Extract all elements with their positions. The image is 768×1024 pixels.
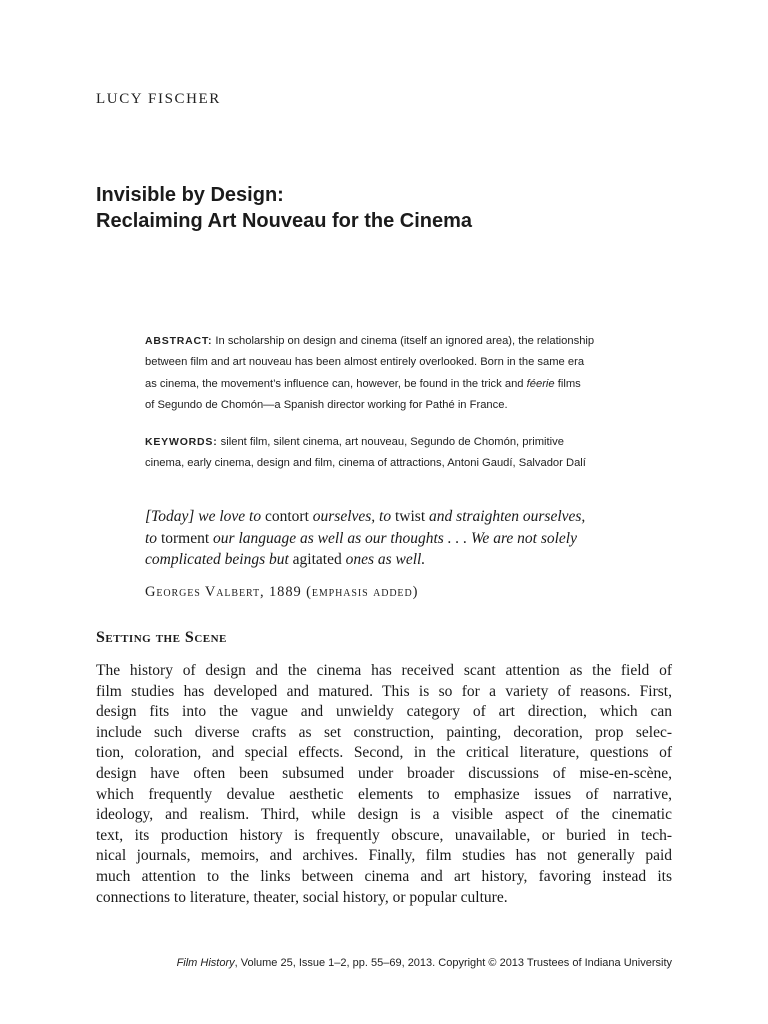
abstract-label: ABSTRACT: (145, 335, 213, 347)
keywords-line (145, 432, 625, 453)
epigraph-italic: our language as well as our thoughts . . . We are not solely (209, 529, 577, 547)
epigraph-italic: ones as well. (341, 551, 426, 568)
citation-details: , Volume 25, Issue 1–2, pp. 55–69, 2013. Copyright © 2013 Trustees of Indiana University (234, 957, 672, 969)
body-line: much attention to the links between cinema and art history, favoring instead its (96, 867, 672, 885)
body-line: include such diverse crafts as set construction, painting, decoration, prop selec- (96, 723, 672, 741)
epigraph-italic: ourselves, to (308, 508, 395, 525)
body-line: design have often been subsumed under broader discussions of mise-en-scène, (96, 764, 672, 782)
abstract-text: films (554, 377, 581, 390)
body-line: connections to literature, theater, social history, or popular culture. (96, 888, 508, 906)
epigraph-italic: complicated beings but (145, 551, 293, 568)
abstract-italic-term: féerie (526, 377, 555, 390)
body-line: tion, coloration, and special effects. Second, in the critical literature, questions of (96, 744, 672, 762)
abstract-line (145, 331, 625, 352)
abstract-text: as cinema, the movement’s influence can, however, be found in the trick and (145, 377, 527, 390)
abstract-block (145, 331, 625, 417)
journal-title: Film History (176, 957, 235, 969)
keywords-label: KEYWORDS: (145, 436, 218, 448)
section-heading: Setting the Scene (96, 629, 227, 646)
keywords-text: silent film, silent cinema, art nouveau, Segundo de Chomón, primitive (217, 436, 564, 448)
body-line: ideology, and realism. Third, while design is a visible aspect of the cinematic (96, 806, 672, 824)
abstract-line: of Segundo de Chomón—a Spanish director working for Pathé in France. (145, 399, 508, 412)
epigraph-attribution: Georges Valbert, 1889 (emphasis added) (145, 584, 419, 600)
title-line-1: Invisible by Design: (96, 184, 284, 206)
epigraph-line (145, 549, 635, 571)
body-line: film studies has developed and matured. This is so for a variety of reasons. First, (96, 682, 672, 700)
body-paragraph (96, 661, 672, 908)
epigraph-italic: [Today] we love to (145, 508, 265, 525)
epigraph-quote (145, 506, 635, 571)
epigraph-line (145, 506, 635, 528)
article-title (96, 182, 472, 234)
citation-footer (177, 957, 672, 969)
epigraph-italic: and straighten ourselves, (425, 508, 586, 525)
epigraph-roman: twist (395, 508, 426, 525)
body-line: which frequently devalue aesthetic elements to emphasize issues of narrative, (96, 785, 672, 803)
keywords-block (145, 432, 625, 475)
epigraph-italic: to (145, 529, 161, 547)
body-line: The history of design and the cinema has received scant attention as the field of (96, 662, 672, 679)
keywords-line: cinema, early cinema, design and film, cinema of attractions, Antoni Gaudí, Salvador Dalí (145, 457, 586, 470)
title-line-2: Reclaiming Art Nouveau for the Cinema (96, 210, 472, 232)
body-line: text, its production history is frequently obscure, unavailable, or buried in tech- (96, 826, 672, 844)
abstract-text: In scholarship on design and cinema (itself an ignored area), the relationship (212, 335, 595, 347)
abstract-line: between film and art nouveau has been almost entirely overlooked. Born in the same era (145, 356, 585, 369)
epigraph-roman: contort (264, 508, 309, 525)
abstract-line (145, 374, 625, 395)
author-name: LUCY FISCHER (96, 91, 221, 107)
body-line: design fits into the vague and unwieldy category of art direction, which can (96, 703, 672, 721)
epigraph-line (145, 528, 635, 550)
epigraph-roman: torment (160, 529, 210, 547)
epigraph-roman: agitated (292, 551, 342, 568)
body-line: nical journals, memoirs, and archives. Finally, film studies has not generally paid (96, 847, 672, 865)
